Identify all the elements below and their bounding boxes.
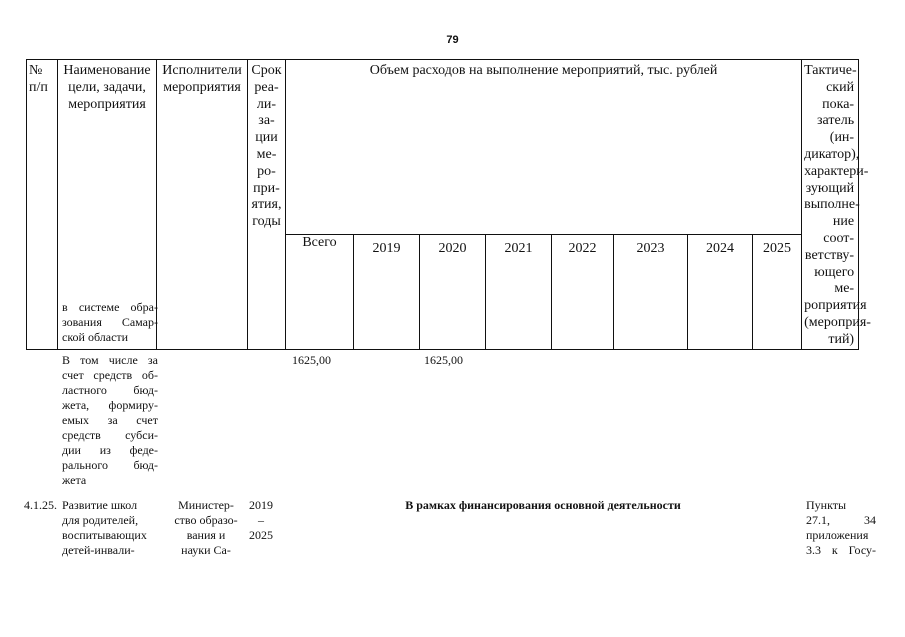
text-line: 2025 xyxy=(249,528,273,542)
text-line: воспитывающих xyxy=(62,528,147,542)
header-expenses: Объем расходов на выполнение мероприятий, тыс. рублей xyxy=(286,60,802,235)
header-year-2019: 2019 xyxy=(354,235,420,349)
text-line: счет средств об- xyxy=(62,368,158,382)
header-year-2025: 2025 xyxy=(753,235,802,349)
text-line: ластного бюд- xyxy=(62,383,158,397)
header-tactical: Тактиче-ский пока-затель (ин-дикатор), характери-зующий выполне-ние соот-ветству-ющего ме-роприятия (мероприя-тий) xyxy=(802,60,859,350)
header-year-total: Всего xyxy=(286,235,354,349)
text-line: 3.3 к Госу- xyxy=(806,543,876,557)
header-year-2020: 2020 xyxy=(420,235,486,349)
text-line: Министер- xyxy=(178,498,234,512)
header-year-2024: 2024 xyxy=(688,235,753,349)
text-line: приложения xyxy=(806,528,869,542)
page-number: 79 xyxy=(446,34,459,46)
text-line: детей-инвали- xyxy=(62,543,135,557)
text-line: дии из феде- xyxy=(62,443,158,457)
text-line: ской области xyxy=(62,330,129,344)
row-subtotal-total: 1625,00 xyxy=(292,353,331,367)
row-item-name xyxy=(62,498,158,558)
text-line: средств субси- xyxy=(62,428,158,442)
text-line: Развитие школ xyxy=(62,498,138,512)
header-name: Наименование цели, задачи, мероприятия xyxy=(58,60,157,350)
text-line: ство образо- xyxy=(174,513,238,527)
header-num: № п/п xyxy=(27,60,58,350)
text-line: жета xyxy=(62,473,87,487)
text-line: зования Самар- xyxy=(62,315,158,329)
text-line: вания и xyxy=(186,528,226,542)
text-line: – xyxy=(258,513,264,527)
row-item-term xyxy=(246,498,276,543)
text-line: жета, формиру- xyxy=(62,398,158,412)
text-line: емых за счет xyxy=(62,413,158,427)
header-year-2022: 2022 xyxy=(552,235,614,349)
row-item-num: 4.1.25. xyxy=(24,498,57,512)
row-item-funding: В рамках финансирования основной деятельности xyxy=(405,498,681,512)
text-line: Пункты xyxy=(806,498,847,512)
header-year-2023: 2023 xyxy=(614,235,688,349)
header-year-2021: 2021 xyxy=(486,235,552,349)
row-item-executor xyxy=(160,498,252,558)
text-line: 2019 xyxy=(249,498,273,512)
text-line: В том числе за xyxy=(62,353,158,367)
text-line: рального бюд- xyxy=(62,458,158,472)
text-line: для родителей, xyxy=(62,513,139,527)
row-subtotal-name xyxy=(62,353,158,488)
header-term: Срок реа-ли-за-ции ме-ро-при-ятия, годы xyxy=(248,60,286,350)
row-item-tactical xyxy=(806,498,876,558)
header-executors: Исполнители мероприятия xyxy=(157,60,248,350)
row-continuation-name xyxy=(62,300,158,345)
text-line: в системе обра- xyxy=(62,300,158,314)
row-subtotal-2020: 1625,00 xyxy=(424,353,463,367)
text-line: 27.1, 34 xyxy=(806,513,876,527)
text-line: науки Са- xyxy=(181,543,231,557)
